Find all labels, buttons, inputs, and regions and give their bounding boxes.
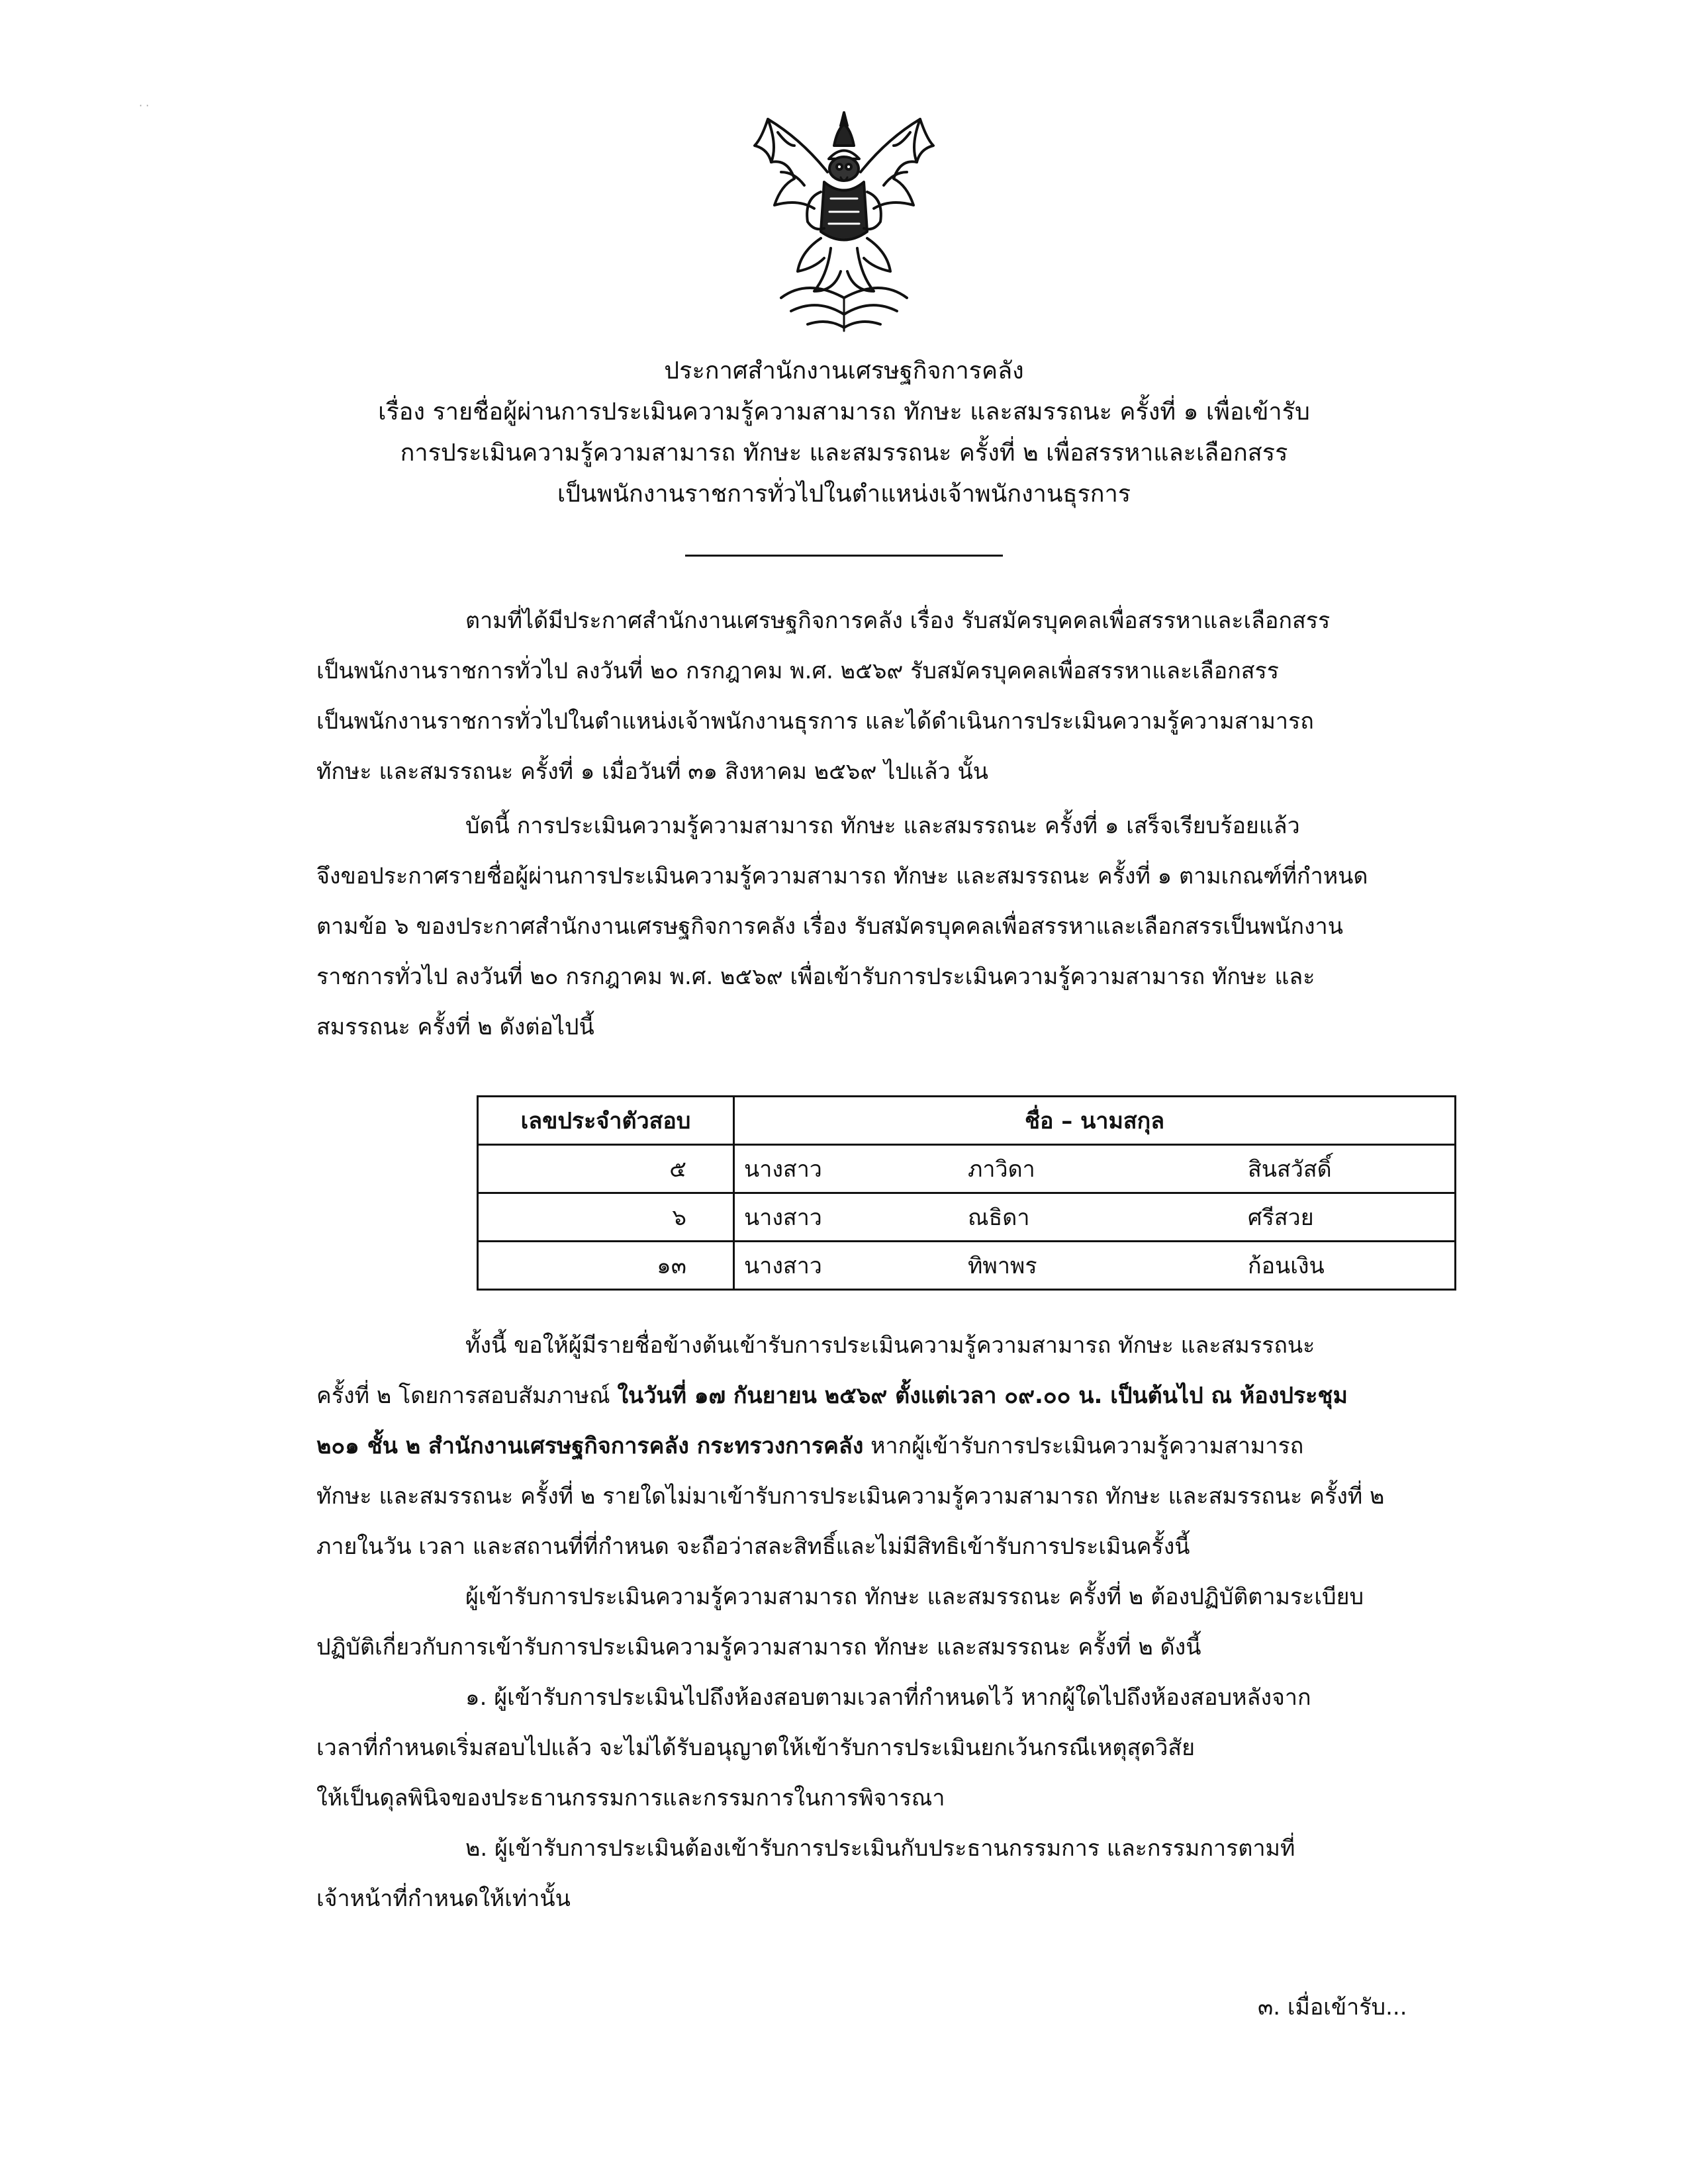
table-row bbox=[478, 1193, 1456, 1242]
title-cell: นางสาว bbox=[734, 1145, 959, 1193]
exam-id-cell: ๕ bbox=[478, 1145, 734, 1193]
paragraph-line bbox=[316, 1371, 1455, 1421]
last-name-cell: สินสวัสดิ์ bbox=[1239, 1145, 1456, 1193]
subject-line-2: การประเมินความรู้ความสามารถ ทักษะ และสมรรถนะ ครั้งที่ ๒ เพื่อสรรหาและเลือกสรร bbox=[400, 439, 1288, 467]
exam-id-cell: ๑๓ bbox=[478, 1242, 734, 1290]
table-row bbox=[478, 1145, 1456, 1193]
last-name-cell: ก้อนเงิน bbox=[1239, 1242, 1456, 1290]
paragraph-background bbox=[316, 596, 1455, 797]
paragraph-line: เจ้าหน้าที่กำหนดให้เท่านั้น bbox=[316, 1886, 571, 1912]
paragraph-line: สมรรถนะ ครั้งที่ ๒ ดังต่อไปนี้ bbox=[316, 1014, 594, 1040]
header-divider bbox=[685, 555, 1003, 557]
title-cell: นางสาว bbox=[734, 1193, 959, 1242]
paragraph-line: ราชการทั่วไป ลงวันที่ ๒๐ กรกฎาคม พ.ศ. ๒๕๖๙ เพื่อเข้ารับการประเมินความรู้ความสามารถ ทักษะ และ bbox=[316, 964, 1315, 990]
paragraph-rules-intro bbox=[316, 1572, 1455, 1672]
garuda-emblem-icon bbox=[741, 99, 947, 338]
paragraph-line: ปฏิบัติเกี่ยวกับการเข้ารับการประเมินความรู้ความสามารถ ทักษะ และสมรรถนะ ครั้งที่ ๒ ดังนี้ bbox=[316, 1634, 1201, 1661]
paragraph-announcement bbox=[316, 801, 1455, 1052]
continuation-note: ๓. เมื่อเข้ารับ... bbox=[1258, 1994, 1407, 2021]
paragraph-line: ตามข้อ ๖ ของประกาศสำนักงานเศรษฐกิจการคลัง เรื่อง รับสมัครบุคคลเพื่อสรรหาและเลือกสรรเป็นพนักงาน bbox=[316, 913, 1343, 940]
candidates-table bbox=[477, 1095, 1456, 1291]
table-header-row bbox=[478, 1097, 1456, 1145]
paragraph-line: เป็นพนักงานราชการทั่วไปในตำแหน่งเจ้าพนักงานธุรการ และได้ดำเนินการประเมินความรู้ความสามารถ bbox=[316, 708, 1314, 735]
paragraph-line: จึงขอประกาศรายชื่อผู้ผ่านการประเมินความรู้ความสามารถ ทักษะ และสมรรถนะ ครั้งที่ ๑ ตามเกณฑ์ที่กำหนด bbox=[316, 863, 1368, 889]
column-header-exam-id: เลขประจำตัวสอบ bbox=[478, 1097, 734, 1145]
subject-line-3: เป็นพนักงานราชการทั่วไปในตำแหน่งเจ้าพนักงานธุรการ bbox=[557, 480, 1131, 508]
table-row bbox=[478, 1242, 1456, 1290]
announcement-header bbox=[0, 351, 1688, 515]
paragraph-line: ให้เป็นดุลพินิจของประธานกรรมการและกรรมการในการพิจารณา bbox=[316, 1785, 945, 1811]
title-cell: นางสาว bbox=[734, 1242, 959, 1290]
rule-item-1 bbox=[316, 1672, 1455, 1823]
first-name-cell: ภาวิดา bbox=[959, 1145, 1239, 1193]
paragraph-line bbox=[316, 1421, 1455, 1471]
paragraph-line: ตามที่ได้มีประกาศสำนักงานเศรษฐกิจการคลัง เรื่อง รับสมัครบุคคลเพื่อสรรหาและเลือกสรร bbox=[465, 608, 1331, 634]
schedule-venue-bold: ๒๐๑ ชั้น ๒ สำนักงานเศรษฐกิจการคลัง กระทรวงการคลัง bbox=[316, 1433, 864, 1459]
subject-line-1: เรื่อง รายชื่อผู้ผ่านการประเมินความรู้ความสามารถ ทักษะ และสมรรถนะ ครั้งที่ ๑ เพื่อเข้ารับ bbox=[378, 398, 1310, 426]
paragraph-line: ทักษะ และสมรรถนะ ครั้งที่ ๒ รายใดไม่มาเข้ารับการประเมินความรู้ความสามารถ ทักษะ และสมรรถนะ ครั้งที่ ๒ bbox=[316, 1483, 1385, 1510]
paragraph-line: ทั้งนี้ ขอให้ผู้มีรายชื่อข้างต้นเข้ารับการประเมินความรู้ความสามารถ ทักษะ และสมรรถนะ bbox=[465, 1332, 1315, 1359]
rule-item-2 bbox=[316, 1823, 1455, 1924]
paragraph-line: ๒. ผู้เข้ารับการประเมินต้องเข้ารับการประเมินกับประธานกรรมการ และกรรมการตามที่ bbox=[465, 1835, 1295, 1862]
schedule-text: หากผู้เข้ารับการประเมินความรู้ความสามารถ bbox=[863, 1433, 1304, 1459]
paragraph-line: เป็นพนักงานราชการทั่วไป ลงวันที่ ๒๐ กรกฎาคม พ.ศ. ๒๕๖๙ รับสมัครบุคคลเพื่อสรรหาและเลือกสรร bbox=[316, 658, 1280, 684]
scan-speck: · · bbox=[139, 99, 150, 112]
first-name-cell: ทิพาพร bbox=[959, 1242, 1239, 1290]
schedule-date-bold: ในวันที่ ๑๗ กันยายน ๒๕๖๙ ตั้งแต่เวลา ๐๙.๐๐ น. เป็นต้นไป ณ ห้องประชุม bbox=[617, 1383, 1348, 1409]
last-name-cell: ศรีสวย bbox=[1239, 1193, 1456, 1242]
paragraph-line: บัดนี้ การประเมินความรู้ความสามารถ ทักษะ และสมรรถนะ ครั้งที่ ๑ เสร็จเรียบร้อยแล้ว bbox=[465, 813, 1300, 839]
column-header-full-name: ชื่อ – นามสกุล bbox=[734, 1097, 1456, 1145]
paragraph-line: ภายในวัน เวลา และสถานที่ที่กำหนด จะถือว่าสละสิทธิ์และไม่มีสิทธิเข้ารับการประเมินครั้งนี้ bbox=[316, 1533, 1190, 1560]
paragraph-line: ๑. ผู้เข้ารับการประเมินไปถึงห้องสอบตามเวลาที่กำหนดไว้ หากผู้ใดไปถึงห้องสอบหลังจาก bbox=[465, 1684, 1311, 1711]
paragraph-line: เวลาที่กำหนดเริ่มสอบไปแล้ว จะไม่ได้รับอนุญาตให้เข้ารับการประเมินยกเว้นกรณีเหตุสุดวิสัย bbox=[316, 1735, 1196, 1761]
paragraph-line: ทักษะ และสมรรถนะ ครั้งที่ ๑ เมื่อวันที่ ๓๑ สิงหาคม ๒๕๖๙ ไปแล้ว นั้น bbox=[316, 758, 989, 785]
paragraph-schedule bbox=[316, 1320, 1455, 1572]
exam-id-cell: ๖ bbox=[478, 1193, 734, 1242]
first-name-cell: ณธิดา bbox=[959, 1193, 1239, 1242]
schedule-text: ครั้งที่ ๒ โดยการสอบสัมภาษณ์ bbox=[316, 1383, 618, 1409]
paragraph-line: ผู้เข้ารับการประเมินความรู้ความสามารถ ทักษะ และสมรรถนะ ครั้งที่ ๒ ต้องปฏิบัติตามระเบียบ bbox=[465, 1584, 1364, 1610]
issuer-line: ประกาศสำนักงานเศรษฐกิจการคลัง bbox=[664, 357, 1024, 385]
